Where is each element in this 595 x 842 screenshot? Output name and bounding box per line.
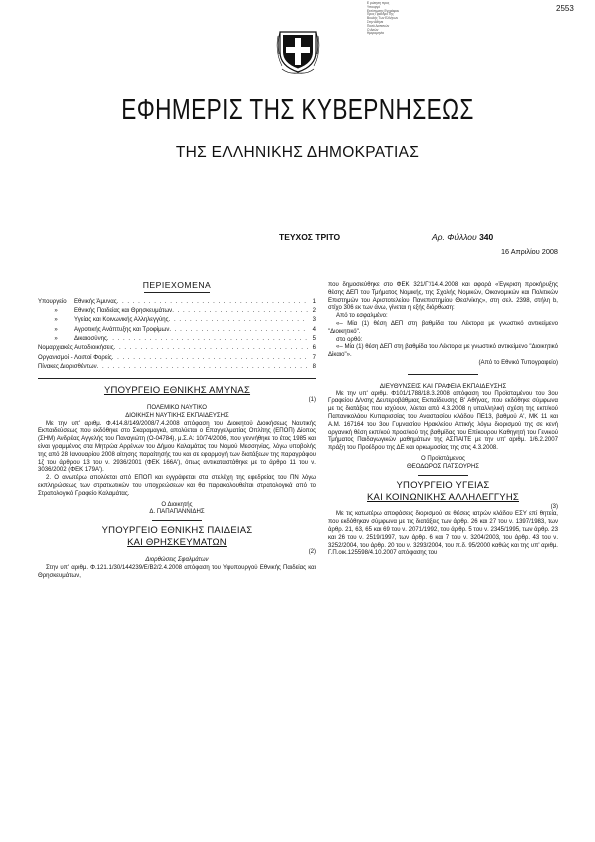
decision-number: (1) (308, 397, 316, 404)
toc-page: 7 (312, 354, 316, 361)
stamp-line: Ποσό Δαπανών (367, 23, 390, 28)
decision-number: (3) (550, 503, 558, 510)
toc-item (38, 354, 316, 363)
toc-text: Νομαρχιακές Αυτοδιοικήσεις (38, 345, 114, 352)
toc-page: 1 (312, 298, 316, 305)
section-heading: ΚΑΙ ΘΡΗΣΚΕΥΜΑΤΩΝ (127, 537, 227, 549)
toc-leader (169, 316, 308, 325)
signatory-name: Δ. ΠΑΠΑΠΑΝΝΙΔΗΣ (149, 509, 205, 516)
toc-page: 6 (312, 345, 316, 352)
toc-leader (114, 344, 308, 353)
toc-item (38, 363, 316, 372)
toc-text: Εθνικής Άμυνας (74, 298, 117, 305)
toc-text: Οργανισμοί - Λοιποί Φορείς (38, 354, 112, 361)
toc-text: Υγείας και Κοινωνικής Αλληλεγγύης (74, 317, 169, 324)
stamp-line: Ε ρώτηση προς (367, 1, 390, 5)
stamp-line: Ημερομηνία (367, 31, 384, 36)
stamp-line: Υπουργό (367, 4, 380, 9)
toc-title (38, 282, 316, 290)
toc-text: Αγροτικής Ανάπτυξης και Τροφίμων (74, 326, 170, 333)
short-divider (418, 475, 468, 476)
authority-line: ΠΟΛΕΜΙΚΟ ΝΑΥΤΙΚΟ (147, 404, 207, 411)
signatory-role: Ο Προϊστάμενος (421, 455, 465, 462)
sheet-number (432, 232, 493, 242)
toc-text: Εθνικής Παιδείας και Θρησκευμάτων (74, 308, 173, 315)
body-paragraph: Με τις κατωτέρω αποφάσεις διορισμού σε θέσεις ιατρών κλάδου ΕΣΥ επί θητεία, που εκδόθηκαν σύμφωνα με τις διατάξεις των άρθρ. 26 και 27 του ν. 1397/1983, των άρθρ. 21, 63, 65 και 69 του ν. 2071/1992, του άρθρ. 5 του ν. 2345/1995, των άρθρ. 23 και 26 του ν. 2519/1997, των άρθρ. 6 και 7 του ν. 3204/2003, του άρθρ. 43 του ν. 3252/2004, του άρθρ. 20 του ν. 3293/2004, του π.δ. 95/2000 καθώς και της υπ' αριθμ. Γ.Π.οικ.125598/4.10.2007 απόφασης του (328, 511, 558, 557)
gazette-subtitle: ΤΗΣ ΕΛΛΗΝΙΚΗΣ ΔΗΜΟΚΡΑΤΙΑΣ (175, 144, 420, 161)
toc-item (38, 298, 316, 307)
section-heading: ΔΙΕΥΘΥΝΣΕΙΣ ΚΑΙ ΓΡΑΦΕΙΑ ΕΚΠΑΙΔΕΥΣΗΣ (379, 382, 507, 390)
divider (38, 378, 316, 379)
toc-item (38, 335, 316, 344)
toc-page: 8 (312, 363, 316, 370)
toc-item (38, 344, 316, 353)
sheet-number-value: 340 (479, 232, 494, 242)
toc-lead: » (54, 335, 58, 342)
section-heading: ΥΠΟΥΡΓΕΙΟ ΥΓΕΙΑΣ (396, 479, 490, 491)
stamp-line: Στην Αθήνα (367, 19, 384, 24)
body-paragraph: στο ορθό: (336, 336, 363, 343)
subheading: Διορθώσεις Σφαλμάτων (145, 556, 209, 563)
short-divider (408, 374, 478, 375)
section-heading: ΚΑΙ ΚΟΙΝΩΝΙΚΗΣ ΑΛΛΗΛΕΓΓΥΗΣ (367, 491, 519, 503)
approval-stamp (367, 2, 427, 36)
issue-date: 16 Απριλίου 2008 (501, 247, 558, 256)
toc-title-text: ΠΕΡΙΕΧΟΜΕΝΑ (142, 280, 212, 290)
toc-lead: » (54, 308, 58, 315)
body-paragraph: «– Μία (1) θέση ΔΕΠ στη βαθμίδα του Λέκτορα με γνωστικό αντικείμενο "Διοικητικό". (328, 320, 558, 335)
body-paragraph: Στην υπ' αριθμ. Φ.121.1/30/144239/Ε/Β2/2.4.2008 απόφαση του Υφυπουργού Εθνικής Παιδείας και Θρησκευμάτων, (38, 564, 316, 579)
toc-leader (112, 354, 308, 363)
toc-text: Πίνακες Διορισθέντων (38, 363, 97, 370)
toc-page: 4 (312, 326, 316, 333)
toc-lead: Υπουργείο (38, 298, 67, 305)
toc-leader (97, 363, 308, 372)
stamp-line: Προς Πρόεδρο Της (367, 12, 394, 17)
section-heading: ΥΠΟΥΡΓΕΙΟ ΕΘΝΙΚΗΣ ΠΑΙΔΕΙΑΣ (101, 525, 253, 537)
body-paragraph: Με την υπ' αριθμ. Φ.414.8/149/2008/7.4.2008 απόφαση του Διοικητού Διοικήσεως Ναυτικής Εκπαιδεύσεως που εκδόθηκε στο Σκαραμαγκά, απολύεται ο Επαγγελματίας Οπλίτης (ΕΠΟΠ) Δίοπος (ΣΗΜ) Ανδρέας Αγγελής του Παναγιώτη (Ο-04784), μ.Σ.Α: 10/74/2006, που γεννήθηκε το έτος 1985 και είναι γραμμένος στα Μητρώα Αρρένων του Δήμου Καλαμάτας του Νομού Μεσσηνίας, λόγω υποβολής της από 28 Ιανουαρίου 2008 αίτησης παραίτησής του και σε εφαρμογή των διατάξεων της παραγράφου 1ζ του άρθρου 13 του ν. 2936/2001 (ΦΕΚ 166Α'), όπως αντικαταστάθηκε με το άρθρο 11 του ν. 3036/2002 (ΦΕΚ 179Α'). (38, 420, 316, 474)
body-paragraph: 2. Ο ανωτέρω απολύεται από ΕΠΟΠ και εγγράφεται στα στελέχη της εφεδρείας του ΠΝ λόγω εκπληρώσεως των στρατιωτικών του υποχρεώσεων και θα παρακολουθείται στρατολογικά από το Στρατολογικό Γραφείο Καλαμάτας. (38, 475, 316, 497)
toc-leader (172, 307, 308, 316)
toc-item (38, 316, 316, 325)
toc-leader (117, 298, 308, 307)
toc-item (38, 326, 316, 335)
body-paragraph: «– Μία (1) θέση ΔΕΠ στη βαθμίδα του Λέκτορα με γνωστικό αντικείμενο "Διοικητικό Δίκαιο"». (328, 344, 558, 359)
stamp-line: Εκτύπωσης Εγγράφου (367, 8, 400, 13)
issue-label: ΤΕΥΧΟΣ ΤΡΙΤΟ (279, 232, 341, 242)
stamp-line: Βουλής Των Ελλήνων (367, 16, 399, 21)
gazette-title: ΕΦΗΜΕΡΙΣ ΤΗΣ ΚΥΒΕΡΝΗΣΕΩΣ (121, 94, 474, 126)
toc-lead: » (54, 317, 58, 324)
toc-text: Δικαιοσύνης (74, 335, 107, 342)
sheet-label: Αρ. Φύλλου (432, 232, 477, 242)
toc-underline (144, 292, 210, 293)
section-heading: ΥΠΟΥΡΓΕΙΟ ΕΘΝΙΚΗΣ ΑΜΥΝΑΣ (103, 385, 251, 397)
toc-leader (169, 326, 308, 335)
authority-line: ΔΙΟΙΚΗΣΗ ΝΑΥΤΙΚΗΣ ΕΚΠΑΙΔΕΥΣΗΣ (125, 412, 229, 419)
body-paragraph: που δημοσιεύθηκε στο ΦΕΚ 321/Γ'/14.4.2008 και αφορά «Έγκριση προκήρυξης θέσης ΔΕΠ του Τμήματος Νομικής, της Σχολής Νομικών, Οικονομικών και Πολιτικών Επιστημών του Αριστοτελείου Πανεπιστημίου Θεσ/νίκης», στη σελ. 2398, στήλη b, στίχο 306 εκ των άνω, γίνεται η εξής διόρθωση: (328, 282, 558, 312)
toc-lead: » (54, 326, 58, 333)
body-paragraph: Με την υπ' αριθμ. Φ101/1788/18.3.2008 απόφαση του Προϊσταμένου του 3ου Γραφείου Δ/νσης Δευτεροβάθμιας Εκπαίδευσης Β' Αθήνας, που εκδόθηκε σύμφωνα με τις διατάξεις που ισχύουν, λύεται από 4.3.2008 η υπαλληλική σχέση της εκπ/κού Παπανικολάου Κυπαρισσίας του Αναστασίου κλάδου ΠΕ13, βαθμού Α', ΜΚ 11 και Α.Μ. 167164 του 3ου Γυμνασίου Ηρακλείου Αττικής λόγω διορισμού της σε κενή οργανική θέση εκπ/κού προσ/κού της βαθμίδας του Επίκουρου Καθηγητή του Γενικού Τμήματος Παιδαγωγικών μαθημάτων της ΑΣΠΑΙΤΕ με την υπ' αριθμ. 1/6.2.2007 πράξη του Προέδρου της ΔΕ και ορκωμοσίας της στις 4.3.2008. (328, 390, 558, 452)
signatory-name: ΘΕΟΔΩΡΟΣ ΠΑΤΣΟΥΡΗΣ (406, 463, 480, 470)
left-column (38, 282, 316, 580)
coat-of-arms-emblem (276, 22, 320, 74)
toc-item (38, 307, 316, 316)
signatory-role: Ο Διοικητής (161, 501, 193, 508)
decision-number: (2) (308, 549, 316, 556)
toc-page: 2 (312, 308, 316, 315)
source-note: (Από το Εθνικό Τυπογραφείο) (478, 359, 558, 366)
stamp-line: Ο Αιτών (367, 27, 379, 32)
page-number: 2553 (556, 4, 574, 13)
short-divider (152, 520, 202, 521)
toc-page: 5 (312, 335, 316, 342)
body-paragraph: Από το εσφαλμένο: (336, 313, 388, 320)
toc-leader (107, 335, 308, 344)
toc-page: 3 (312, 317, 316, 324)
right-column (328, 282, 558, 558)
